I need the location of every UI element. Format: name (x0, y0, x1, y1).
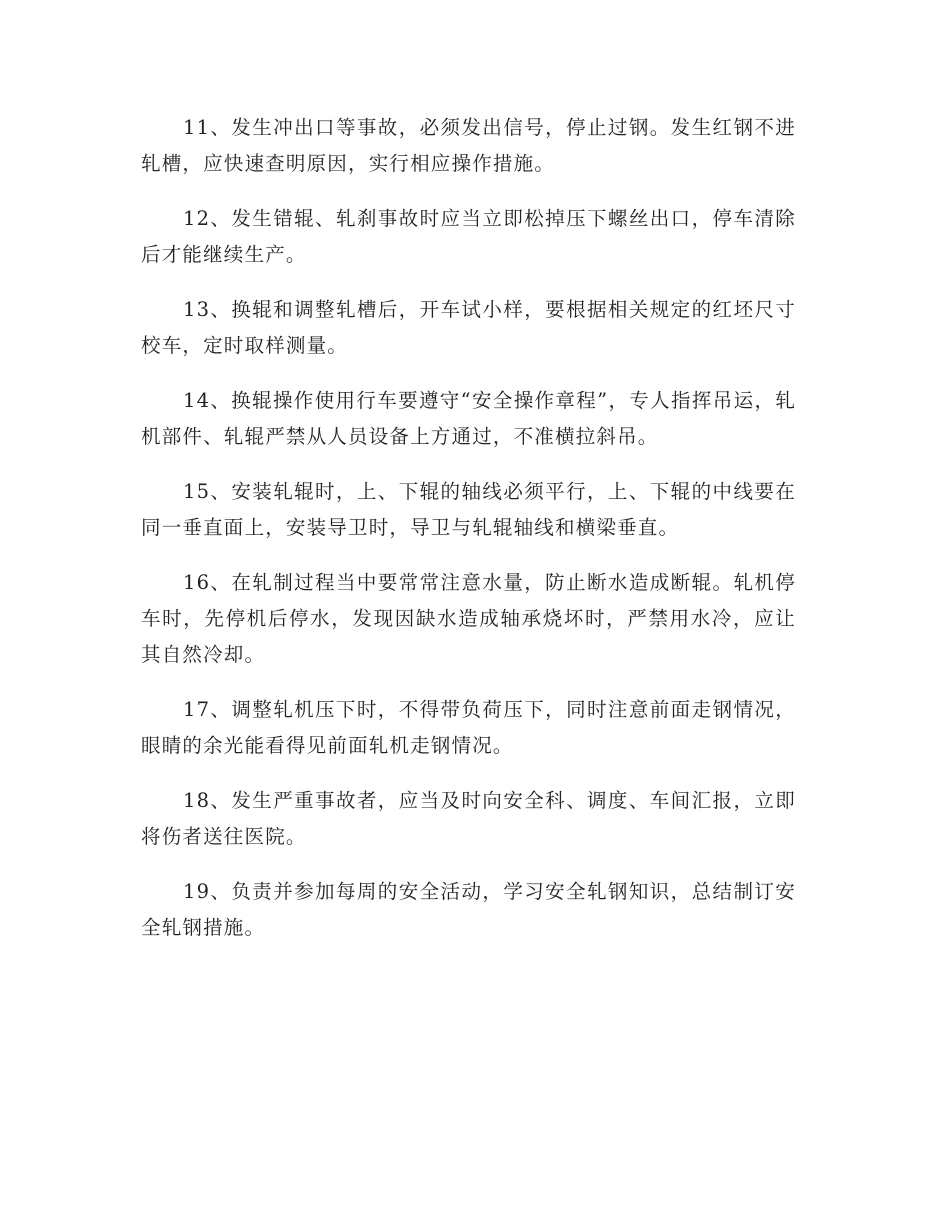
paragraph-14: 14、换辊操作使用行车要遵守“安全操作章程”，专人指挥吊运，轧机部件、轧辊严禁从人员设备上方通过，不准横拉斜吊。 (141, 389, 796, 448)
paragraph-18: 18、发生严重事故者，应当及时向安全科、调度、车间汇报，立即将伤者送往医院。 (141, 789, 796, 848)
paragraph-11: 11、发生冲出口等事故，必须发出信号，停止过钢。发生红钢不进轧槽，应快速查明原因，实行相应操作措施。 (141, 116, 796, 175)
paragraph-16: 16、在轧制过程当中要常常注意水量，防止断水造成断辊。轧机停车时，先停机后停水，发现因缺水造成轴承烧坏时，严禁用水冷，应让其自然冷却。 (141, 571, 796, 666)
paragraph-12: 12、发生错辊、轧刹事故时应当立即松掉压下螺丝出口，停车清除后才能继续生产。 (141, 207, 796, 266)
paragraph-17: 17、调整轧机压下时，不得带负荷压下，同时注意前面走钢情况，眼睛的余光能看得见前面轧机走钢情况。 (141, 698, 796, 757)
paragraph-19: 19、负责并参加每周的安全活动，学习安全轧钢知识，总结制订安全轧钢措施。 (141, 880, 796, 939)
paragraph-15: 15、安装轧辊时，上、下辊的轴线必须平行，上、下辊的中线要在同一垂直面上，安装导卫时，导卫与轧辊轴线和横梁垂直。 (141, 480, 796, 539)
paragraph-13: 13、换辊和调整轧槽后，开车试小样，要根据相关规定的红坯尺寸校车，定时取样测量。 (141, 298, 796, 357)
document-body (141, 110, 796, 965)
